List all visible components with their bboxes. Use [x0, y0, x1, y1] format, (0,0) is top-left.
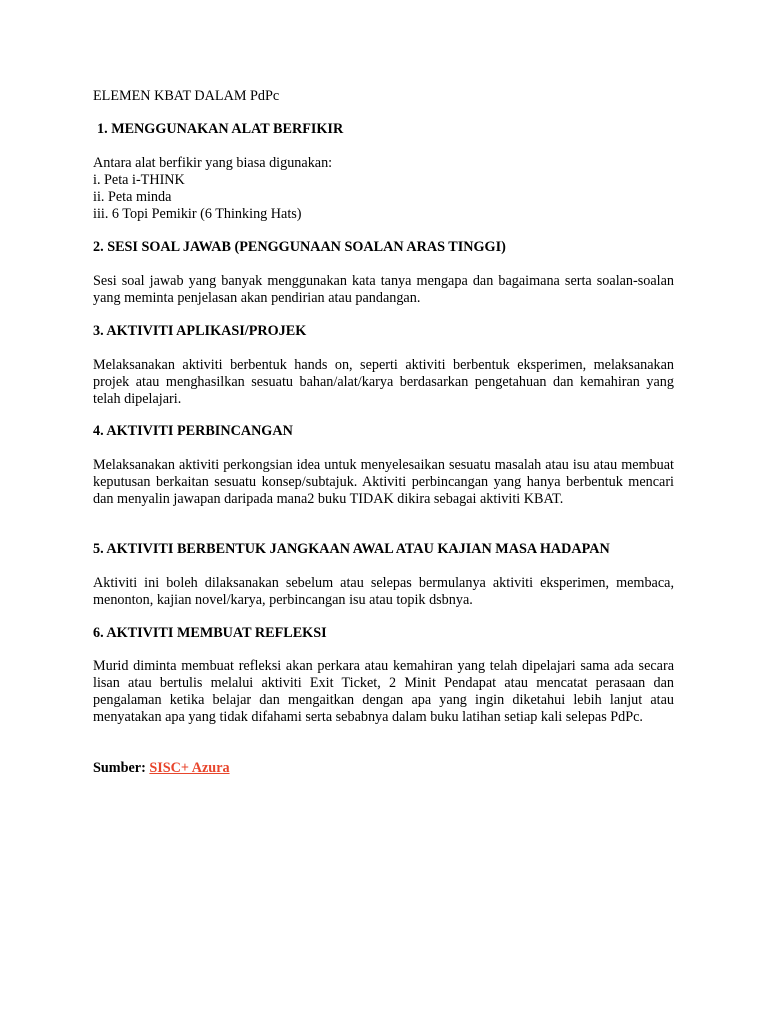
section-5-heading: 5. AKTIVITI BERBENTUK JANGKAAN AWAL ATAU KAJIAN MASA HADAPAN — [93, 541, 610, 557]
section-5-body: Aktiviti ini boleh dilaksanakan sebelum atau selepas bermulanya aktiviti eksperimen, membaca, menonton, kajian novel/karya, perbincangan isu atau topik dsbnya. — [93, 575, 674, 608]
section-6-body: Murid diminta membuat refleksi akan perkara atau kemahiran yang telah dipelajari sama ada secara lisan atau bertulis melalui aktiviti Exit Ticket, 2 Minit Pendapat atau mencatat perasaan dan pengalaman ketika belajar dan mengaitkan dengan apa yang ingin diketahui lebih lanjut atau menyatakan apa yang tidak difahami serta sebabnya dalam buku latihan setiap kali selepas PdPc. — [93, 658, 674, 725]
section-4-body: Melaksanakan aktiviti perkongsian idea untuk menyelesaikan sesuatu masalah atau isu atau membuat keputusan berkaitan sesuatu konsep/subtajuk. Aktiviti perbincangan yang hanya berbentuk mencari dan menyalin jawapan daripada mana2 buku TIDAK dikira sebagai aktiviti KBAT. — [93, 457, 674, 507]
source-link[interactable]: SISC+ Azura — [149, 760, 230, 776]
section-6-heading: 6. AKTIVITI MEMBUAT REFLEKSI — [93, 625, 327, 641]
section-1-heading: 1. MENGGUNAKAN ALAT BERFIKIR — [97, 121, 344, 137]
list-item: i. Peta i-THINK — [93, 172, 185, 188]
section-3-body: Melaksanakan aktiviti berbentuk hands on, seperti aktiviti berbentuk eksperimen, melaksanakan projek atau menghasilkan sesuatu bahan/alat/karya berdasarkan pengetahuan dan kemahiran yang telah dipelajari. — [93, 357, 674, 407]
list-item: ii. Peta minda — [93, 189, 172, 205]
section-2-heading: 2. SESI SOAL JAWAB (PENGGUNAAN SOALAN ARAS TINGGI) — [93, 239, 506, 255]
list-item: iii. 6 Topi Pemikir (6 Thinking Hats) — [93, 206, 302, 222]
source-label: Sumber: — [93, 760, 146, 776]
section-2-body: Sesi soal jawab yang banyak menggunakan kata tanya mengapa dan bagaimana serta soalan-soalan yang meminta penjelasan akan pendirian atau pandangan. — [93, 273, 674, 306]
document-title: ELEMEN KBAT DALAM PdPc — [93, 88, 280, 104]
thinking-tools-list — [93, 172, 674, 223]
section-1-intro: Antara alat berfikir yang biasa digunakan: — [93, 155, 333, 171]
section-4-heading: 4. AKTIVITI PERBINCANGAN — [93, 423, 293, 439]
section-3-heading: 3. AKTIVITI APLIKASI/PROJEK — [93, 323, 307, 339]
source-line — [93, 760, 230, 777]
